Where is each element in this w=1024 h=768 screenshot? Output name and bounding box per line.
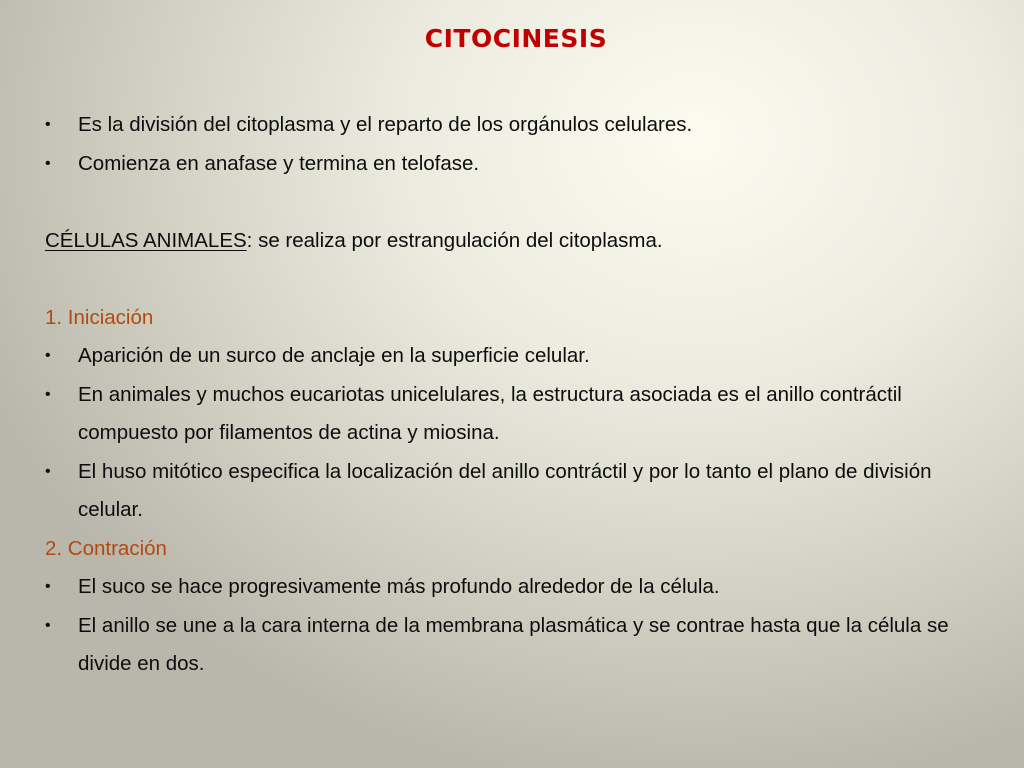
bullet-dot-icon: • — [45, 154, 51, 172]
bullet-text: Aparición de un surco de anclaje en la superficie celular. — [78, 344, 590, 367]
bullet-dot-icon: • — [45, 462, 51, 480]
contraction-bullet — [45, 607, 1000, 684]
bullet-text: Comienza en anafase y termina en telofase. — [78, 151, 480, 175]
section-heading-contraction: 2. Contración — [45, 536, 167, 560]
contraction-bullet — [45, 568, 1000, 607]
bullet-text: El suco se hace progresivamente más profundo alrededor de la célula. — [78, 575, 720, 598]
bullet-text: El huso mitótico especifica la localización del anillo contráctil y por lo tanto el plano de división celular. — [78, 459, 932, 521]
spacer — [45, 183, 1000, 222]
animal-cells-text: : se realiza por estrangulación del citoplasma. — [246, 228, 663, 252]
bullet-text: Es la división del citoplasma y el reparto de los orgánulos celulares. — [78, 113, 693, 136]
intro-bullet — [45, 106, 1000, 145]
initiation-bullet — [45, 453, 1000, 530]
bullet-dot-icon: • — [45, 385, 51, 403]
intro-bullet — [45, 145, 1000, 184]
spacer — [45, 260, 1000, 299]
bullet-text: En animales y muchos eucariotas unicelulares, la estructura asociada es el anillo contráctil compuesto por filamentos de actina y miosina. — [78, 382, 902, 444]
bullet-dot-icon: • — [45, 116, 51, 133]
initiation-bullet — [45, 337, 1000, 376]
slide-body — [45, 106, 1000, 684]
animal-cells-line — [45, 222, 1000, 261]
slide-title: CITOCINESIS — [424, 24, 608, 53]
section-heading-initiation: 1. Iniciación — [45, 305, 154, 329]
bullet-dot-icon: • — [45, 347, 51, 364]
animal-cells-label: CÉLULAS ANIMALES — [45, 228, 247, 252]
initiation-bullet — [45, 376, 1000, 453]
bullet-dot-icon: • — [45, 578, 51, 595]
bullet-dot-icon: • — [45, 616, 51, 634]
bullet-text: El anillo se une a la cara interna de la membrana plasmática y se contrae hasta que la célula se divide en dos. — [78, 613, 949, 675]
